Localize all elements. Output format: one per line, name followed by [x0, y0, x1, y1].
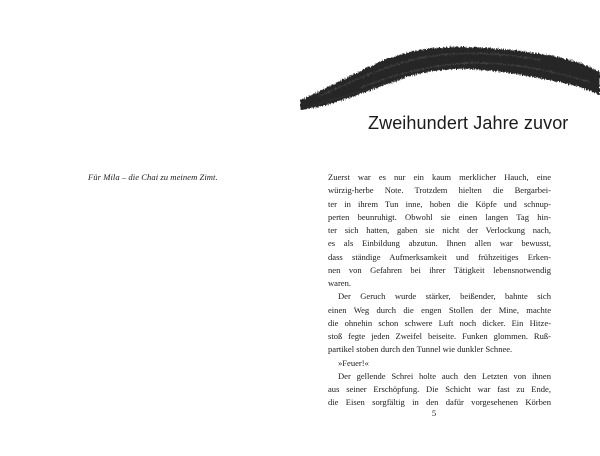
right-page [300, 0, 600, 456]
text-line: perten beunruhigt. Obwohl sie einen langen Tag hin- [328, 211, 551, 222]
text-line: aus seiner Erschöpfung. Die Schicht war fast zu Ende, [328, 384, 551, 394]
text-line: waren. [328, 278, 352, 288]
page-number: 5 [431, 408, 437, 418]
dedication: Für Mila – die Chai zu meinem Zimt. [88, 172, 218, 182]
chapter-body-text [328, 171, 551, 410]
text-line: Zuerst war es nur ein kaum merklicher Hauch, eine [328, 172, 551, 182]
text-line: »Feuer!« [338, 357, 369, 368]
text-line: partikel stoben durch den Tunnel wie dunkler Schnee. [328, 344, 513, 355]
text-line: die Eisen sorgfältig in den dafür vorgesehenen Körben [328, 397, 551, 408]
text-line: ter in ihrem Tun inne, hoben die Köpfe und schnup- [328, 198, 551, 209]
text-line: nen von Gefahren bei ihrer Tätigkeit lebensnotwendig [328, 264, 551, 275]
text-line: Der Geruch wurde stärker, beißender, bahnte sich [338, 291, 551, 302]
text-line: dass ständige Aufmerksamkeit und frühzeitiges Erken- [328, 251, 551, 262]
text-line: stoß fegte jeden Zweifel beiseite. Funken glommen. Ruß- [328, 331, 551, 341]
brush-stroke-ornament [300, 38, 600, 110]
text-line: Der gellende Schrei holte auch den Letzten von ihnen [338, 370, 551, 381]
text-line: würzig-herbe Note. Trotzdem hielten die Bergarbei- [328, 185, 551, 196]
text-line: es als Einbildung abzutun. Ihnen allen war bewusst, [328, 238, 551, 249]
text-line: die ohnehin schon schwere Luft noch dicker. Ein Hitze- [328, 317, 551, 328]
text-line: ter sich hatten, gaben sie nicht der Verlockung nach, [328, 225, 551, 235]
chapter-title: Zweihundert Jahre zuvor [368, 113, 569, 133]
text-line: einen Weg durch die engen Stollen der Mine, machte [328, 304, 551, 315]
